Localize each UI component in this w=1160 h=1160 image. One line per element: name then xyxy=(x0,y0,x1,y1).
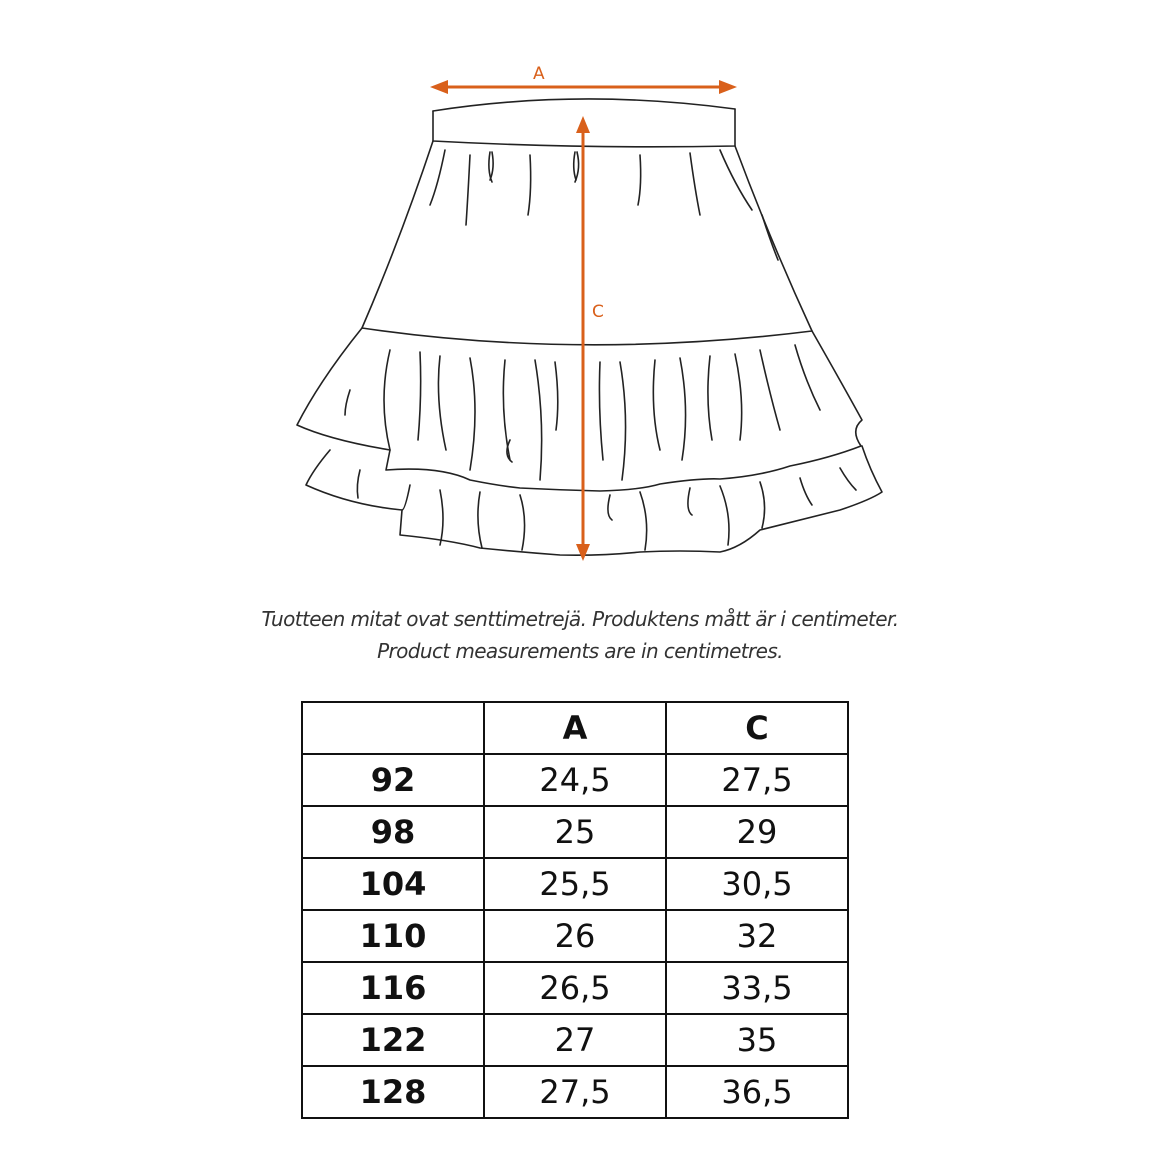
a-cell: 26,5 xyxy=(484,962,666,1014)
table-row xyxy=(302,962,848,1014)
a-cell: 27 xyxy=(484,1014,666,1066)
a-cell: 25,5 xyxy=(484,858,666,910)
table-row xyxy=(302,858,848,910)
table-row xyxy=(302,754,848,806)
measurement-note-en: Product measurements are in centimetres. xyxy=(377,639,783,663)
c-cell: 30,5 xyxy=(666,858,848,910)
c-cell: 32 xyxy=(666,910,848,962)
c-cell: 29 xyxy=(666,806,848,858)
table-row xyxy=(302,806,848,858)
size-cell: 98 xyxy=(302,806,484,858)
size-cell: 104 xyxy=(302,858,484,910)
c-cell: 33,5 xyxy=(666,962,848,1014)
skirt-body xyxy=(362,141,812,345)
size-table xyxy=(301,701,849,1119)
size-cell: 128 xyxy=(302,1066,484,1118)
a-cell: 26 xyxy=(484,910,666,962)
table-row xyxy=(302,910,848,962)
table-row xyxy=(302,1014,848,1066)
header-size xyxy=(302,702,484,754)
a-cell: 27,5 xyxy=(484,1066,666,1118)
dimension-c-label: C xyxy=(592,302,604,322)
size-cell: 122 xyxy=(302,1014,484,1066)
a-cell: 24,5 xyxy=(484,754,666,806)
c-cell: 35 xyxy=(666,1014,848,1066)
c-cell: 27,5 xyxy=(666,754,848,806)
waistband-back-edge xyxy=(433,99,735,111)
measurement-note-fi-sv: Tuotteen mitat ovat senttimetrejä. Produktens mått är i centimeter. xyxy=(261,607,899,631)
a-cell: 25 xyxy=(484,806,666,858)
size-cell: 110 xyxy=(302,910,484,962)
ruffle-top xyxy=(297,328,862,491)
table-header-row xyxy=(302,702,848,754)
header-a: A xyxy=(484,702,666,754)
header-c: C xyxy=(666,702,848,754)
size-cell: 92 xyxy=(302,754,484,806)
c-cell: 36,5 xyxy=(666,1066,848,1118)
dimension-c-arrowhead-bottom xyxy=(576,544,590,561)
dimension-c-arrowhead-top xyxy=(576,116,590,133)
dimension-a-label: A xyxy=(533,64,545,84)
dimension-a-arrowhead-left xyxy=(430,80,448,94)
size-cell: 116 xyxy=(302,962,484,1014)
ruffle-bottom xyxy=(306,446,882,555)
table-row xyxy=(302,1066,848,1118)
dimension-a-arrowhead-right xyxy=(719,80,737,94)
